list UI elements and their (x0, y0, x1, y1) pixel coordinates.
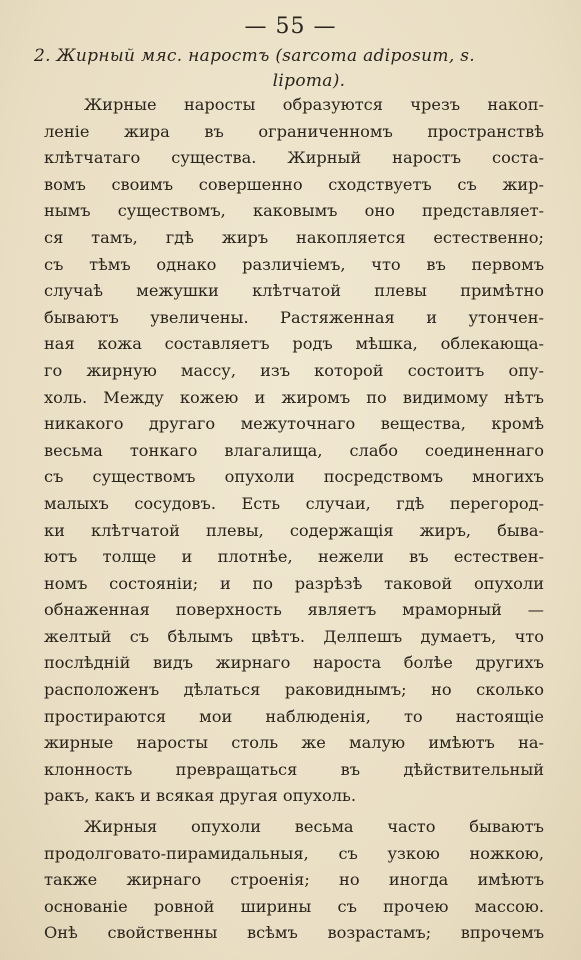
text-line: ная кожа составляетъ родъ мѣшка, облекающа- (44, 334, 544, 354)
text-line: основаніе ровной ширины съ прочею массою. (44, 896, 544, 916)
text-line: ся тамъ, гдѣ жиръ накопляется естественно; (44, 227, 544, 247)
text-line: съ тѣмъ однако различіемъ, что въ первомъ (44, 254, 544, 274)
text-line: нымъ существомъ, каковымъ оно представляет- (44, 201, 544, 221)
text-line: жирные наросты столь же малую имѣютъ на- (44, 733, 544, 753)
text-line: вомъ своимъ совершенно сходствуетъ съ жир- (44, 174, 544, 194)
text-line: номъ состояніи; и по разрѣзѣ таковой опухоли (44, 573, 544, 593)
text-line: ютъ толще и плотнѣе, нежели въ естествен- (44, 547, 544, 567)
text-line: леніе жира въ ограниченномъ пространствѣ (44, 121, 544, 141)
text-line: ракъ, какъ и всякая другая опухоль. (44, 786, 357, 806)
text-line: расположенъ дѣлаться раковиднымъ; но сколько (44, 680, 544, 700)
text-line: также жирнаго строенія; но иногда имѣютъ (44, 870, 544, 890)
text-line: бываютъ увеличены. Растяженная и утончен- (44, 307, 544, 327)
text-line: клонность превращаться въ дѣйствительный (44, 759, 544, 779)
text-line: съ существомъ опухоли посредствомъ многихъ (44, 467, 544, 487)
text-line: Жирныя опухоли весьма часто бываютъ (84, 817, 544, 837)
page-number: — 55 — (244, 14, 337, 39)
section-heading (34, 44, 554, 94)
text-line: клѣтчатаго существа. Жирный наростъ соста- (44, 148, 544, 168)
text-line: Жирные наросты образуются чрезъ накоп- (84, 95, 544, 114)
text-line: случаѣ межушки клѣтчатой плевы примѣтно (44, 281, 544, 301)
text-line: Онѣ свойственны всѣмъ возрастамъ; впрочемъ (44, 923, 544, 943)
text-line: малыхъ сосудовъ. Есть случаи, гдѣ перегород- (44, 493, 544, 513)
body-text (44, 92, 544, 947)
text-line: желтый съ бѣлымъ цвѣтъ. Делпешъ думаетъ, что (44, 626, 544, 646)
text-line: весьма тонкаго влагалища, слабо соединеннаго (44, 440, 544, 460)
text-line: го жирную массу, изъ которой состоитъ опу- (44, 360, 544, 380)
heading-line-1: 2. Жирный мяс. наростъ (sarcoma adiposum, s. (34, 46, 475, 66)
text-line: холь. Между кожею и жиромъ по видимому нѣтъ (44, 387, 544, 407)
text-line: никакого другаго межуточнаго вещества, кромѣ (44, 414, 544, 434)
heading-line-2: lipoma). (272, 71, 346, 91)
text-line: продолговато-пирамидальныя, съ узкою ножкою, (44, 843, 544, 863)
text-line: простираются мои наблюденія, то настоящіе (44, 706, 544, 726)
text-line: ки клѣтчатой плевы, содержащія жиръ, быва- (44, 520, 544, 540)
text-line: послѣдній видъ жирнаго нароста болѣе другихъ (44, 653, 544, 673)
text-line: обнаженная поверхность являетъ мраморный — (44, 600, 544, 620)
